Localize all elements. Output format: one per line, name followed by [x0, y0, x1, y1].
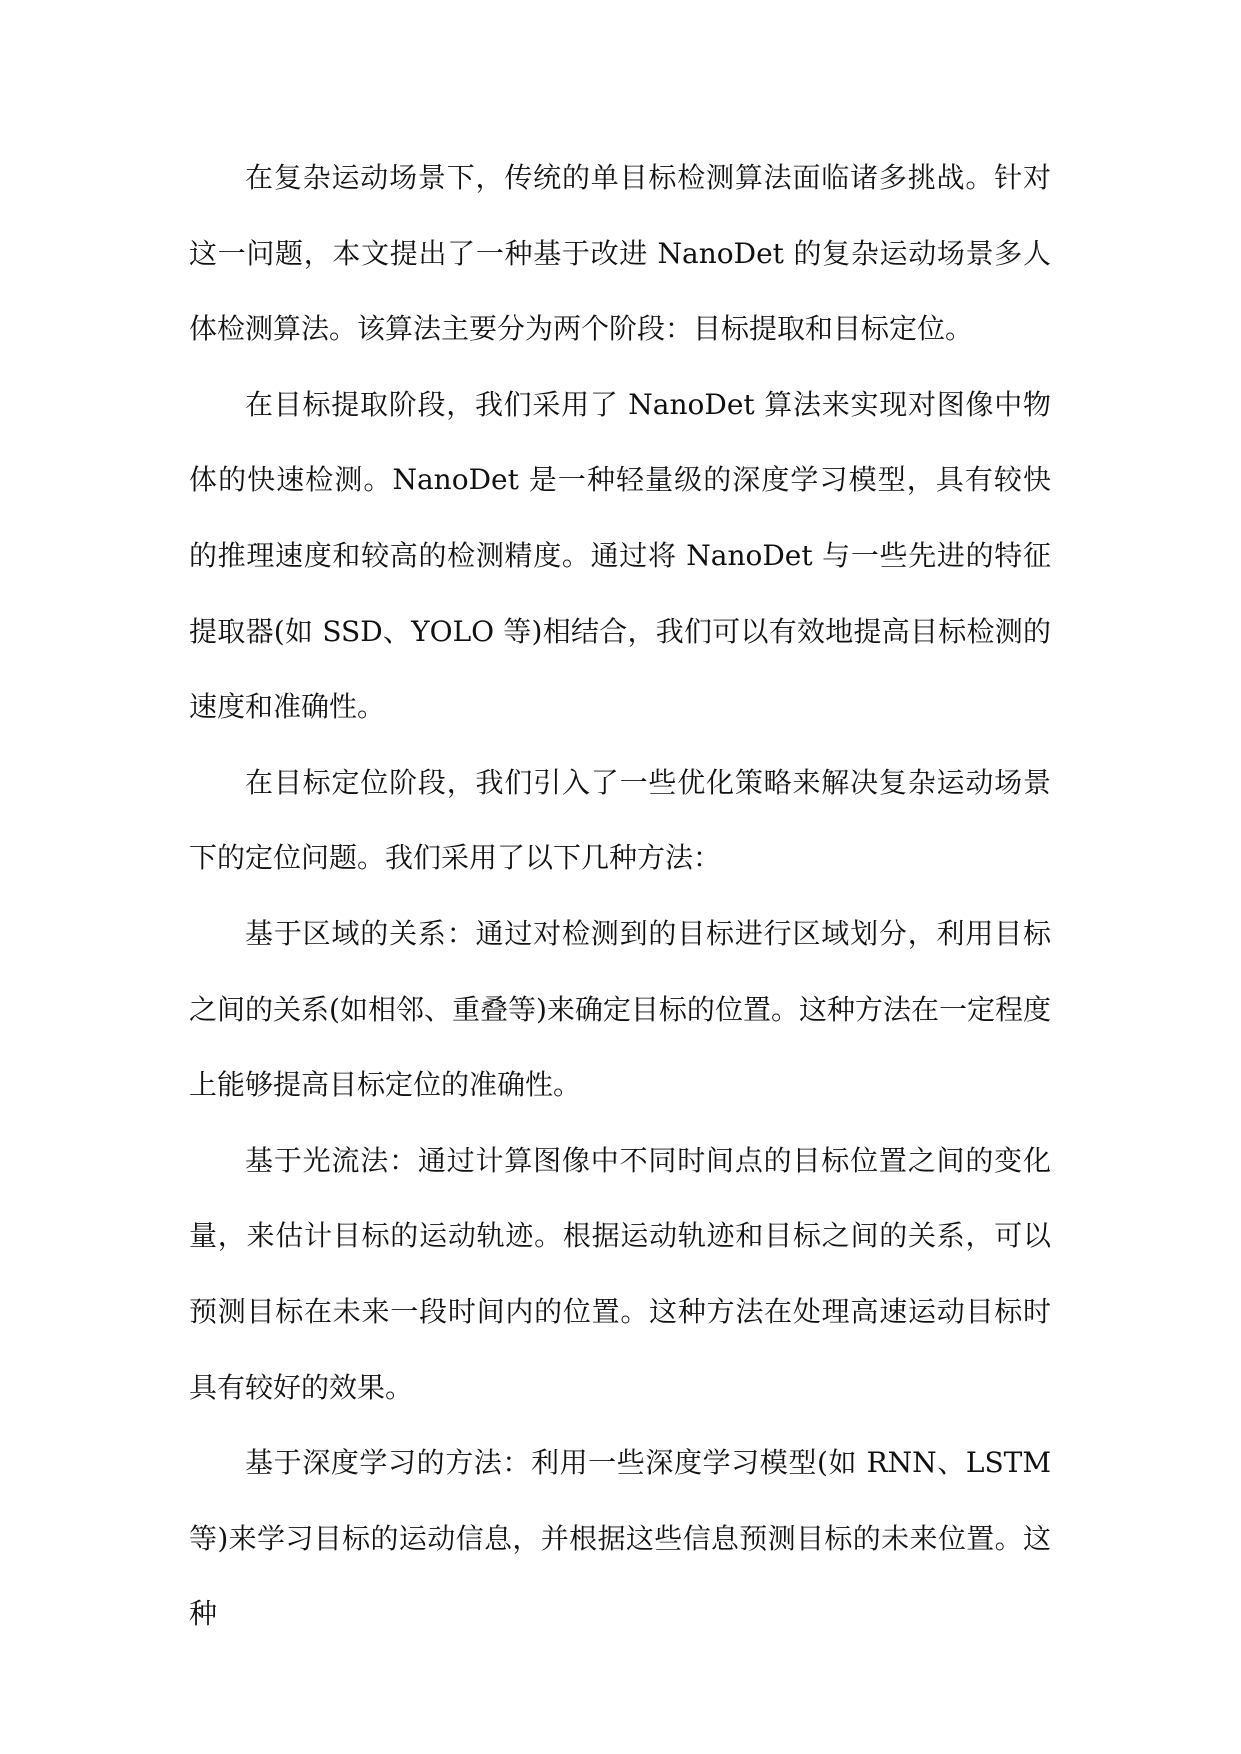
paragraph-deep-learning: 基于深度学习的方法：利用一些深度学习模型(如 RNN、LSTM 等)来学习目标的运动信息，并根据这些信息预测目标的未来位置。这种 — [189, 1446, 1051, 1631]
paragraph-target-localization: 在目标定位阶段，我们引入了一些优化策略来解决复杂运动场景下的定位问题。我们采用了以下几种方法： — [189, 765, 1051, 875]
paragraph-region-relation: 基于区域的关系：通过对检测到的目标进行区域划分，利用目标之间的关系(如相邻、重叠等)来确定目标的位置。这种方法在一定程度上能够提高目标定位的准确性。 — [189, 916, 1051, 1102]
document-page — [189, 140, 1051, 1652]
paragraph-target-extraction: 在目标提取阶段，我们采用了 NanoDet 算法来实现对图像中物体的快速检测。NanoDet 是一种轻量级的深度学习模型，具有较快的推理速度和较高的检测精度。通过将 NanoDet 与一些先进的特征提取器(如 SSD、YOLO 等)相结合，我们可以有效地提高目标检测的速度和准确性。 — [189, 387, 1051, 724]
paragraph-intro: 在复杂运动场景下，传统的单目标检测算法面临诸多挑战。针对这一问题，本文提出了一种基于改进 NanoDet 的复杂运动场景多人体检测算法。该算法主要分为两个阶段：目标提取和目标定位。 — [189, 161, 1051, 346]
paragraph-optical-flow: 基于光流法：通过计算图像中不同时间点的目标位置之间的变化量，来估计目标的运动轨迹。根据运动轨迹和目标之间的关系，可以预测目标在未来一段时间内的位置。这种方法在处理高速运动目标时具有较好的效果。 — [189, 1143, 1051, 1404]
